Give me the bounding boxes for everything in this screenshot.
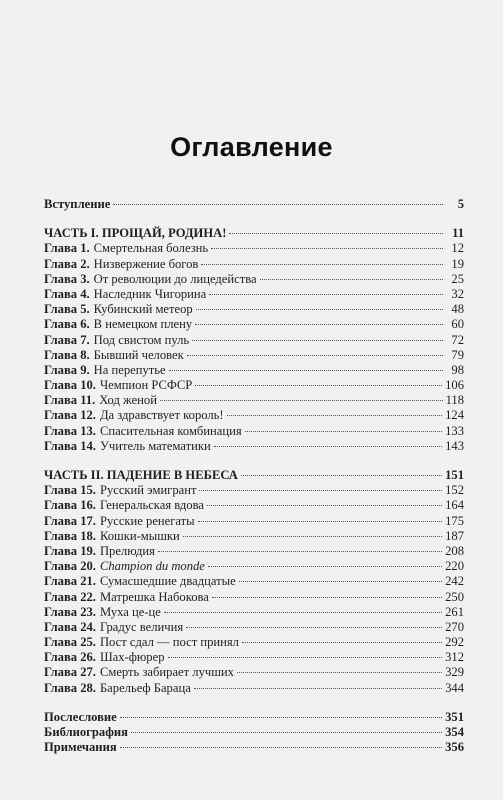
- toc-page-number: 187: [445, 528, 464, 543]
- toc-chapter-row: [44, 348, 464, 363]
- leader-dots: [187, 354, 443, 356]
- leader-dots: [214, 445, 442, 447]
- back-matter-list: [44, 710, 464, 756]
- chapter-number: Глава 12.: [44, 408, 96, 423]
- chapter-title: Ход женой: [99, 393, 157, 408]
- chapter-title: Спасительная комбинация: [99, 423, 242, 438]
- leader-dots: [198, 520, 442, 522]
- toc-page-number: 164: [445, 498, 464, 513]
- leader-dots: [241, 474, 442, 476]
- chapter-title: Наследник Чигорина: [93, 286, 207, 301]
- toc-chapter-row: [44, 483, 464, 498]
- leader-dots: [186, 626, 442, 628]
- chapter-number: Глава 17.: [44, 513, 96, 528]
- leader-dots: [229, 232, 443, 234]
- chapter-number: Глава 25.: [44, 635, 96, 650]
- leader-dots: [201, 263, 443, 265]
- toc-chapter-row: [44, 257, 464, 272]
- chapter-number: Глава 11.: [44, 393, 96, 408]
- chapter-title: Чемпион РСФСР: [99, 378, 193, 393]
- chapter-title: Муха це-це: [99, 604, 161, 619]
- leader-dots: [160, 399, 443, 401]
- toc-part-2: [44, 468, 464, 483]
- toc-page-number: 106: [445, 378, 464, 393]
- toc-chapter-row: [44, 605, 464, 620]
- chapter-number: Глава 10.: [44, 378, 96, 393]
- spacer: [44, 212, 464, 226]
- leader-dots: [237, 671, 442, 673]
- chapter-number: Глава 5.: [44, 302, 90, 317]
- leader-dots: [158, 550, 442, 552]
- chapter-title: Русские ренегаты: [99, 513, 195, 528]
- toc-page-number: 356: [445, 740, 464, 755]
- chapter-number: Глава 13.: [44, 423, 96, 438]
- toc-page-number: 354: [445, 725, 464, 739]
- leader-dots: [245, 430, 442, 432]
- leader-dots: [195, 384, 442, 386]
- leader-dots: [242, 641, 442, 643]
- toc-page-number: 32: [451, 286, 464, 301]
- toc-chapter-row: [44, 620, 464, 635]
- toc-chapter-row: [44, 514, 464, 529]
- toc-page-number: 124: [445, 408, 464, 423]
- leader-dots: [212, 596, 442, 598]
- chapter-number: Глава 8.: [44, 347, 90, 362]
- chapter-title: В немецком плену: [93, 317, 193, 332]
- leader-dots: [131, 731, 442, 733]
- toc-chapter-row: [44, 393, 464, 408]
- toc-label: Послесловие: [44, 709, 117, 724]
- chapter-title: Кубинский метеор: [93, 302, 193, 317]
- leader-dots: [120, 746, 442, 748]
- toc-page-number: 351: [445, 709, 464, 724]
- toc-chapter-row: [44, 439, 464, 454]
- leader-dots: [209, 293, 443, 295]
- toc-chapter-row: [44, 559, 464, 574]
- toc-page-number: 19: [451, 256, 464, 271]
- chapter-title: Пост сдал — пост принял: [99, 635, 239, 650]
- toc-back-matter-row: [44, 710, 464, 725]
- leader-dots: [168, 656, 443, 658]
- toc-label: Примечания: [44, 740, 117, 755]
- chapter-title: Матрешка Набокова: [99, 589, 209, 604]
- table-of-contents: [44, 197, 464, 755]
- toc-page-number: 60: [451, 317, 464, 332]
- toc-page-number: 292: [445, 635, 464, 650]
- chapter-number: Глава 1.: [44, 241, 90, 256]
- toc-page-number: 208: [445, 543, 464, 558]
- leader-dots: [120, 716, 442, 718]
- toc-page-number: 242: [445, 574, 464, 589]
- toc-label: Библиография: [44, 725, 128, 739]
- chapter-number: Глава 27.: [44, 665, 96, 680]
- toc-page-number: 152: [445, 483, 464, 498]
- leader-dots: [208, 565, 442, 567]
- toc-page-number: 12: [451, 241, 464, 256]
- toc-page-number: 312: [445, 650, 464, 665]
- toc-chapter-row: [44, 574, 464, 589]
- chapter-title: Кошки-мышки: [99, 528, 180, 543]
- toc-label: Вступление: [44, 197, 111, 211]
- chapter-title: Champion du monde: [99, 559, 205, 574]
- spacer: [44, 696, 464, 710]
- toc-page-number: 270: [445, 619, 464, 634]
- toc-chapter-row: [44, 241, 464, 256]
- chapter-number: Глава 7.: [44, 332, 90, 347]
- chapter-number: Глава 6.: [44, 317, 90, 332]
- toc-chapter-row: [44, 363, 464, 378]
- toc-chapter-row: [44, 529, 464, 544]
- chapter-title: Смерть забирает лучших: [99, 665, 234, 680]
- toc-page-number: 143: [445, 438, 464, 453]
- toc-page-number: 344: [445, 680, 464, 695]
- chapter-title: Барельеф Бараца: [99, 680, 191, 695]
- toc-chapter-row: [44, 378, 464, 393]
- toc-page-number: 220: [445, 559, 464, 574]
- chapter-list-part-2: [44, 483, 464, 696]
- page-title: Оглавление: [170, 132, 333, 162]
- chapter-title: Сумасшедшие двадцатые: [99, 574, 236, 589]
- chapter-number: Глава 18.: [44, 528, 96, 543]
- chapter-list-part-1: [44, 241, 464, 454]
- toc-page-number: 72: [451, 332, 464, 347]
- toc-back-matter-row: [44, 740, 464, 755]
- toc-page-number: 329: [445, 665, 464, 680]
- leader-dots: [183, 535, 442, 537]
- toc-chapter-row: [44, 408, 464, 423]
- toc-page-number: 151: [445, 468, 464, 482]
- toc-page-number: 25: [451, 271, 464, 286]
- chapter-number: Глава 16.: [44, 498, 96, 513]
- toc-chapter-row: [44, 424, 464, 439]
- leader-dots: [199, 489, 442, 491]
- leader-dots: [239, 580, 442, 582]
- leader-dots: [211, 247, 443, 249]
- toc-page-number: 118: [445, 393, 464, 408]
- toc-page-number: 5: [457, 197, 464, 211]
- chapter-title: Да здравствует король!: [99, 408, 224, 423]
- toc-chapter-row: [44, 287, 464, 302]
- toc-chapter-row: [44, 333, 464, 348]
- toc-label: ЧАСТЬ I. ПРОЩАЙ, РОДИНА!: [44, 226, 227, 241]
- chapter-number: Глава 28.: [44, 680, 96, 695]
- toc-chapter-row: [44, 498, 464, 513]
- leader-dots: [195, 323, 443, 325]
- toc-chapter-row: [44, 665, 464, 680]
- leader-dots: [164, 611, 442, 613]
- chapter-title: Учитель математики: [99, 438, 211, 453]
- toc-back-matter-row: [44, 725, 464, 740]
- chapter-number: Глава 4.: [44, 286, 90, 301]
- chapter-title: Градус величия: [99, 619, 184, 634]
- toc-chapter-row: [44, 590, 464, 605]
- chapter-title: Смертельная болезнь: [93, 241, 209, 256]
- toc-label: ЧАСТЬ II. ПАДЕНИЕ В НЕБЕСА: [44, 468, 238, 482]
- toc-page-number: 175: [445, 513, 464, 528]
- toc-page-number: 250: [445, 589, 464, 604]
- chapter-title: На перепутье: [93, 362, 166, 377]
- leader-dots: [194, 687, 442, 689]
- leader-dots: [169, 369, 443, 371]
- leader-dots: [113, 203, 443, 205]
- chapter-number: Глава 3.: [44, 271, 90, 286]
- chapter-title: Генеральская вдова: [99, 498, 204, 513]
- leader-dots: [227, 414, 443, 416]
- chapter-title: Шах-фюрер: [99, 650, 165, 665]
- leader-dots: [196, 308, 443, 310]
- toc-page-number: 79: [451, 347, 464, 362]
- chapter-number: Глава 15.: [44, 483, 96, 498]
- toc-page-number: 98: [451, 362, 464, 377]
- chapter-number: Глава 26.: [44, 650, 96, 665]
- chapter-title: Русский эмигрант: [99, 483, 197, 498]
- toc-chapter-row: [44, 635, 464, 650]
- toc-page-number: 261: [445, 604, 464, 619]
- toc-chapter-row: [44, 650, 464, 665]
- toc-page-number: 11: [452, 226, 464, 241]
- toc-chapter-row: [44, 681, 464, 696]
- leader-dots: [207, 504, 442, 506]
- toc-part-1: [44, 226, 464, 241]
- chapter-number: Глава 2.: [44, 256, 90, 271]
- chapter-number: Глава 22.: [44, 589, 96, 604]
- chapter-number: Глава 21.: [44, 574, 96, 589]
- toc-intro: [44, 197, 464, 212]
- leader-dots: [260, 278, 443, 280]
- toc-chapter-row: [44, 272, 464, 287]
- chapter-number: Глава 20.: [44, 559, 96, 574]
- chapter-number: Глава 19.: [44, 543, 96, 558]
- chapter-title: Под свистом пуль: [93, 332, 190, 347]
- chapter-number: Глава 24.: [44, 619, 96, 634]
- leader-dots: [192, 339, 443, 341]
- toc-chapter-row: [44, 302, 464, 317]
- chapter-title: Прелюдия: [99, 543, 155, 558]
- chapter-title: От революции до лицедейства: [93, 271, 257, 286]
- toc-chapter-row: [44, 544, 464, 559]
- chapter-title: Бывший человек: [93, 347, 184, 362]
- toc-page-number: 48: [451, 302, 464, 317]
- chapter-number: Глава 23.: [44, 604, 96, 619]
- chapter-title: Низвержение богов: [93, 256, 199, 271]
- chapter-number: Глава 9.: [44, 362, 90, 377]
- toc-page-number: 133: [445, 423, 464, 438]
- chapter-number: Глава 14.: [44, 438, 96, 453]
- toc-chapter-row: [44, 317, 464, 332]
- spacer: [44, 454, 464, 468]
